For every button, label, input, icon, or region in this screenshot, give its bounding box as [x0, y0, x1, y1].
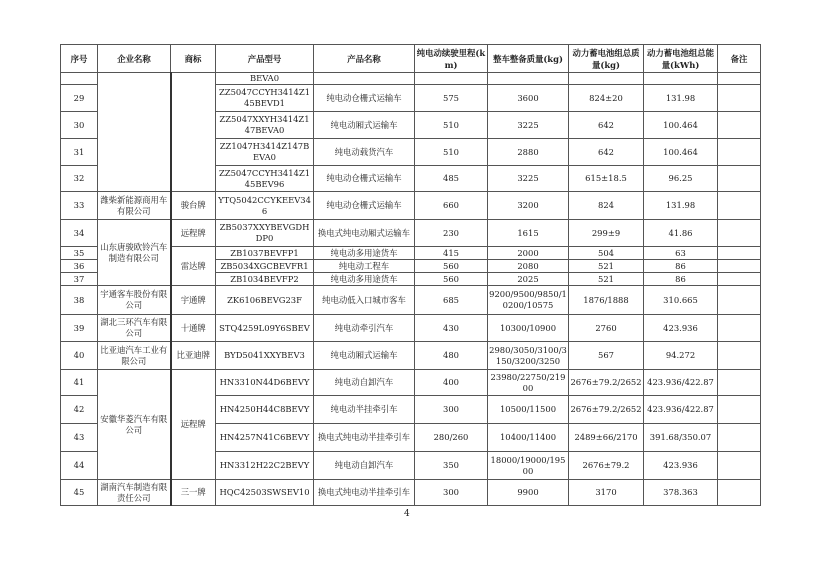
cell-curb-mass: 3225 [488, 112, 569, 139]
cell-brand: 骏台牌 [171, 192, 216, 220]
cell-no: 29 [61, 85, 98, 112]
cell-note [718, 112, 761, 139]
cell-model: ZZ5047XXYH3414Z147BEVA0 [216, 112, 314, 139]
cell-range: 660 [415, 192, 488, 220]
cell-curb-mass: 9200/9500/9850/10200/10575 [488, 286, 569, 315]
cell-battery-mass: 824 [569, 192, 644, 220]
cell-model: ZZ5047CCYH3414Z145BEV96 [216, 166, 314, 192]
cell-range: 300 [415, 396, 488, 424]
cell-battery-mass: 642 [569, 139, 644, 166]
cell-battery-mass: 521 [569, 260, 644, 273]
cell-battery-energy: 131.98 [644, 85, 718, 112]
table-row [61, 370, 761, 396]
cell-no: 39 [61, 315, 98, 342]
cell-note [718, 286, 761, 315]
cell-range: 510 [415, 139, 488, 166]
table-row [61, 342, 761, 370]
cell-product-name [314, 73, 415, 85]
cell-battery-energy: 391.68/350.07 [644, 424, 718, 452]
header-company: 企业名称 [98, 45, 171, 73]
cell-battery-energy: 423.936/422.87 [644, 370, 718, 396]
header-product-name: 产品名称 [314, 45, 415, 73]
cell-note [718, 139, 761, 166]
cell-curb-mass: 1615 [488, 220, 569, 247]
cell-battery-energy [644, 73, 718, 85]
cell-battery-mass [569, 73, 644, 85]
cell-battery-mass: 2760 [569, 315, 644, 342]
cell-note [718, 73, 761, 85]
cell-no: 36 [61, 260, 98, 273]
header-no: 序号 [61, 45, 98, 73]
cell-battery-mass: 504 [569, 247, 644, 260]
cell-curb-mass: 10300/10900 [488, 315, 569, 342]
header-note: 备注 [718, 45, 761, 73]
cell-note [718, 370, 761, 396]
cell-battery-mass: 824±20 [569, 85, 644, 112]
cell-battery-energy: 100.464 [644, 139, 718, 166]
cell-product-name: 纯电动自卸汽车 [314, 370, 415, 396]
table-row [61, 286, 761, 315]
cell-range: 560 [415, 260, 488, 273]
cell-model: BEVA0 [216, 73, 314, 85]
cell-range: 480 [415, 342, 488, 370]
cell-range: 510 [415, 112, 488, 139]
cell-range [415, 73, 488, 85]
cell-range: 560 [415, 273, 488, 286]
cell-curb-mass: 2880 [488, 139, 569, 166]
cell-battery-energy: 423.936 [644, 452, 718, 480]
cell-note [718, 424, 761, 452]
cell-no: 43 [61, 424, 98, 452]
cell-no: 45 [61, 480, 98, 506]
cell-no: 33 [61, 192, 98, 220]
cell-note [718, 166, 761, 192]
cell-product-name: 换电式纯电动半挂牵引车 [314, 480, 415, 506]
cell-curb-mass: 3600 [488, 85, 569, 112]
cell-curb-mass: 3225 [488, 166, 569, 192]
cell-no: 44 [61, 452, 98, 480]
cell-no: 35 [61, 247, 98, 260]
cell-product-name: 纯电动牵引汽车 [314, 315, 415, 342]
cell-product-name: 纯电动多用途货车 [314, 273, 415, 286]
cell-product-name: 纯电动仓栅式运输车 [314, 192, 415, 220]
cell-curb-mass: 2025 [488, 273, 569, 286]
cell-model: ZB1034BEVFP2 [216, 273, 314, 286]
cell-company: 安徽华菱汽车有限公司 [98, 370, 171, 480]
cell-brand: 远程牌 [171, 220, 216, 247]
cell-company: 山东唐骏欧铃汽车制造有限公司 [98, 220, 171, 286]
cell-battery-mass: 2676±79.2 [569, 452, 644, 480]
cell-model: STQ4259L09Y6SBEV [216, 315, 314, 342]
cell-range: 300 [415, 480, 488, 506]
cell-brand: 远程牌 [171, 370, 216, 480]
cell-range: 350 [415, 452, 488, 480]
cell-product-name: 纯电动厢式运输车 [314, 112, 415, 139]
cell-curb-mass: 2080 [488, 260, 569, 273]
cell-model: ZZ5047CCYH3414Z145BEVD1 [216, 85, 314, 112]
cell-no: 37 [61, 273, 98, 286]
cell-curb-mass: 18000/19000/19500 [488, 452, 569, 480]
cell-product-name: 换电式纯电动半挂牵引车 [314, 424, 415, 452]
cell-curb-mass: 10500/11500 [488, 396, 569, 424]
cell-battery-energy: 131.98 [644, 192, 718, 220]
cell-product-name: 纯电动低入口城市客车 [314, 286, 415, 315]
table-row [61, 192, 761, 220]
cell-battery-mass: 2676±79.2/2652 [569, 370, 644, 396]
cell-range: 415 [415, 247, 488, 260]
cell-company [98, 73, 171, 192]
cell-no: 32 [61, 166, 98, 192]
cell-model: HQC42503SWSEV10 [216, 480, 314, 506]
cell-model: HN4257N41C6BEVY [216, 424, 314, 452]
cell-no: 40 [61, 342, 98, 370]
cell-brand: 雷达牌 [171, 247, 216, 286]
cell-battery-mass: 2676±79.2/2652 [569, 396, 644, 424]
cell-battery-mass: 642 [569, 112, 644, 139]
cell-curb-mass: 10400/11400 [488, 424, 569, 452]
cell-model: HN3312H22C2BEVY [216, 452, 314, 480]
cell-battery-mass: 3170 [569, 480, 644, 506]
cell-company: 比亚迪汽车工业有限公司 [98, 342, 171, 370]
cell-company: 湖北三环汽车有限公司 [98, 315, 171, 342]
cell-model: ZB5034XGCBEVFR1 [216, 260, 314, 273]
cell-brand: 三一牌 [171, 480, 216, 506]
cell-battery-energy: 86 [644, 273, 718, 286]
cell-brand: 十通牌 [171, 315, 216, 342]
cell-note [718, 260, 761, 273]
cell-company: 潍柴新能源商用车有限公司 [98, 192, 171, 220]
cell-battery-energy: 378.363 [644, 480, 718, 506]
cell-model: YTQ5042CCYKEEV346 [216, 192, 314, 220]
cell-model: HN4250H44C8BEVY [216, 396, 314, 424]
cell-product-name: 纯电动半挂牵引车 [314, 396, 415, 424]
cell-battery-mass: 615±18.5 [569, 166, 644, 192]
cell-product-name: 纯电动仓栅式运输车 [314, 166, 415, 192]
cell-model: HN3310N44D6BEVY [216, 370, 314, 396]
cell-curb-mass [488, 73, 569, 85]
cell-no: 31 [61, 139, 98, 166]
table-row [61, 315, 761, 342]
cell-note [718, 396, 761, 424]
header-battery-energy: 动力蓄电池组总能量(kWh) [644, 45, 718, 73]
cell-range: 400 [415, 370, 488, 396]
cell-model: ZZ1047H3414Z147BEVA0 [216, 139, 314, 166]
header-brand: 商标 [171, 45, 216, 73]
cell-no: 38 [61, 286, 98, 315]
cell-model: ZB5037XXYBEVGDHDP0 [216, 220, 314, 247]
cell-curb-mass: 3200 [488, 192, 569, 220]
cell-note [718, 342, 761, 370]
cell-curb-mass: 23980/22750/21900 [488, 370, 569, 396]
page-number: 4 [404, 509, 410, 519]
cell-range: 230 [415, 220, 488, 247]
cell-product-name: 纯电动厢式运输车 [314, 342, 415, 370]
cell-model: BYD5041XXYBEV3 [216, 342, 314, 370]
cell-product-name: 纯电动多用途货车 [314, 247, 415, 260]
cell-battery-energy: 86 [644, 260, 718, 273]
cell-no: 41 [61, 370, 98, 396]
cell-product-name: 纯电动载货汽车 [314, 139, 415, 166]
cell-curb-mass: 2000 [488, 247, 569, 260]
cell-battery-energy: 423.936 [644, 315, 718, 342]
cell-product-name: 纯电动仓栅式运输车 [314, 85, 415, 112]
cell-note [718, 247, 761, 260]
cell-range: 430 [415, 315, 488, 342]
cell-curb-mass: 9900 [488, 480, 569, 506]
header-model: 产品型号 [216, 45, 314, 73]
cell-product-name: 纯电动工程车 [314, 260, 415, 273]
cell-brand: 宇通牌 [171, 286, 216, 315]
cell-note [718, 85, 761, 112]
cell-battery-energy: 423.936/422.87 [644, 396, 718, 424]
table-row [61, 220, 761, 247]
cell-no: 30 [61, 112, 98, 139]
cell-brand: 比亚迪牌 [171, 342, 216, 370]
cell-battery-mass: 567 [569, 342, 644, 370]
cell-no: 42 [61, 396, 98, 424]
cell-brand [171, 73, 216, 192]
cell-battery-energy: 41.86 [644, 220, 718, 247]
cell-company: 湖南汽车制造有限责任公司 [98, 480, 171, 506]
cell-battery-mass: 299±9 [569, 220, 644, 247]
cell-product-name: 纯电动自卸汽车 [314, 452, 415, 480]
cell-battery-energy: 96.25 [644, 166, 718, 192]
cell-battery-energy: 94.272 [644, 342, 718, 370]
cell-range: 685 [415, 286, 488, 315]
cell-battery-energy: 310.665 [644, 286, 718, 315]
cell-model: ZK6106BEVG23F [216, 286, 314, 315]
table-row [61, 480, 761, 506]
cell-product-name: 换电式纯电动厢式运输车 [314, 220, 415, 247]
cell-range: 485 [415, 166, 488, 192]
cell-company: 宇通客车股份有限公司 [98, 286, 171, 315]
cell-battery-energy: 63 [644, 247, 718, 260]
cell-model: ZB1037BEVFP1 [216, 247, 314, 260]
cell-battery-energy: 100.464 [644, 112, 718, 139]
cell-note [718, 192, 761, 220]
cell-range: 280/260 [415, 424, 488, 452]
header-battery-mass: 动力蓄电池组总质量(kg) [569, 45, 644, 73]
vehicle-spec-table [60, 44, 761, 506]
cell-no [61, 73, 98, 85]
cell-no: 34 [61, 220, 98, 247]
header-range: 纯电动续驶里程(km) [415, 45, 488, 73]
cell-battery-mass: 1876/1888 [569, 286, 644, 315]
header-curb-mass: 整车整备质量(kg) [488, 45, 569, 73]
cell-note [718, 220, 761, 247]
cell-battery-mass: 2489±66/2170 [569, 424, 644, 452]
cell-note [718, 315, 761, 342]
table-row [61, 73, 761, 85]
table-header-row [61, 45, 761, 73]
cell-curb-mass: 2980/3050/3100/3150/3200/3250 [488, 342, 569, 370]
cell-note [718, 452, 761, 480]
cell-note [718, 480, 761, 506]
cell-note [718, 273, 761, 286]
cell-range: 575 [415, 85, 488, 112]
cell-battery-mass: 521 [569, 273, 644, 286]
